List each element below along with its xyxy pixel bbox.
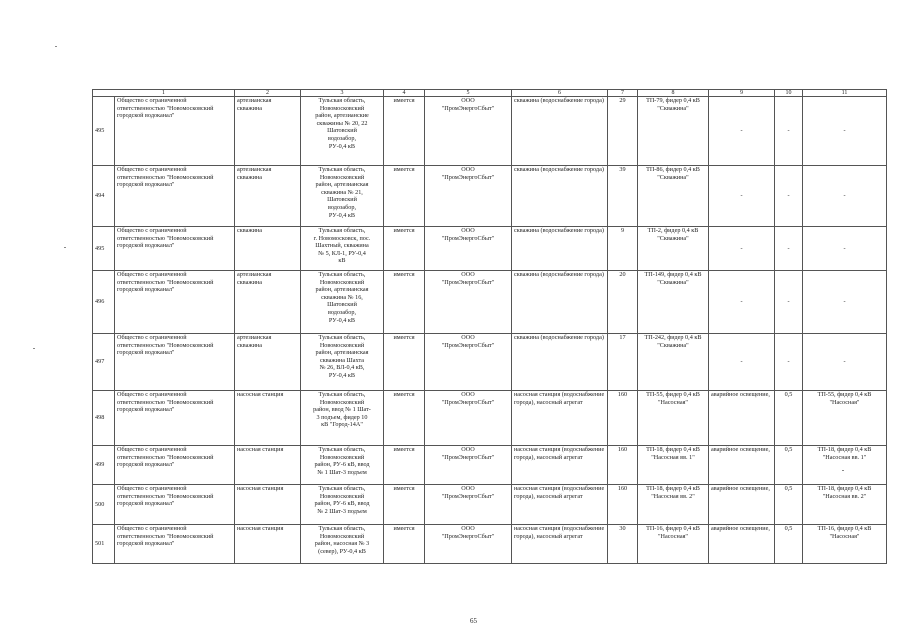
emergency-load-cell — [709, 446, 775, 485]
availability-text: имеется — [393, 227, 415, 234]
address-cell — [301, 446, 384, 485]
supplier-cell — [425, 525, 512, 564]
row-number-cell — [93, 227, 115, 271]
table-row — [93, 446, 887, 485]
emergency-load-cell — [709, 227, 775, 271]
object-type-cell — [235, 485, 301, 525]
address-cell — [301, 271, 384, 334]
column-header-1: 1 — [93, 90, 235, 97]
organization-text: Общество с ограниченной ответственностью "Новомосковский городской водоканал" — [117, 271, 214, 294]
power-text: 29 — [619, 97, 626, 104]
emergency-power-text: - — [787, 298, 790, 306]
supplier-text: ООО "ПромЭнергоСбыт" — [441, 391, 495, 406]
emergency-load-cell — [709, 525, 775, 564]
row-number-cell — [93, 271, 115, 334]
supplier-text: ООО "ПромЭнергоСбыт" — [441, 271, 495, 286]
purpose-text: скважина (водоснабжение города) — [514, 97, 604, 104]
power-cell — [608, 391, 638, 446]
address-cell — [301, 485, 384, 525]
object-type-cell — [235, 391, 301, 446]
organization-text: Общество с ограниченной ответственностью "Новомосковский городской водоканал" — [117, 391, 214, 414]
object-type-text: артезианская скважина — [237, 334, 272, 349]
emergency-feeder-cell — [803, 334, 887, 391]
column-header-2: 2 — [235, 90, 301, 97]
address-text: Тульская область, Новомосковский район, артезианские скважины № 20, 22 Шатовский водозабор, РУ-0,4 кВ — [315, 97, 369, 150]
row-number-text: 499 — [95, 461, 105, 469]
emergency-load-text: аварийное освещение, — [711, 525, 770, 532]
column-header-8: 8 — [638, 90, 709, 97]
availability-cell — [384, 166, 425, 227]
row-number-text: 501 — [95, 540, 105, 548]
emergency-power-text: - — [787, 358, 790, 366]
purpose-text: насосная станция (водоснабжение города), насосный агрегат — [514, 446, 605, 461]
column-header-10: 10 — [775, 90, 803, 97]
purpose-cell — [512, 271, 608, 334]
object-type-text: насосная станция — [237, 525, 284, 532]
emergency-feeder-cell — [803, 271, 887, 334]
row-number-cell — [93, 166, 115, 227]
purpose-cell — [512, 166, 608, 227]
feeder-text: ТП-242, фидер 0,4 кВ "Скважина" — [644, 334, 702, 349]
emergency-load-cell — [709, 97, 775, 166]
row-number-text: 495 — [95, 127, 105, 135]
emergency-feeder-text: ТП-18, фидер 0,4 кВ "Насосная вв. 2" — [817, 485, 872, 500]
emergency-feeder-text: - — [843, 192, 846, 200]
power-cell — [608, 166, 638, 227]
purpose-text: насосная станция (водоснабжение города), насосный агрегат — [514, 485, 605, 500]
organization-text: Общество с ограниченной ответственностью "Новомосковский городской водоканал" — [117, 334, 214, 357]
emergency-power-cell — [775, 391, 803, 446]
purpose-cell — [512, 485, 608, 525]
scan-speck — [55, 46, 57, 47]
emergency-feeder-cell — [803, 227, 887, 271]
object-type-cell — [235, 525, 301, 564]
supplier-cell — [425, 271, 512, 334]
emergency-power-text: 0,5 — [784, 525, 793, 532]
supplier-cell — [425, 97, 512, 166]
power-text: 30 — [619, 525, 626, 532]
object-type-cell — [235, 446, 301, 485]
feeder-cell — [638, 166, 709, 227]
emergency-power-cell — [775, 485, 803, 525]
object-type-cell — [235, 97, 301, 166]
column-header-6: 6 — [512, 90, 608, 97]
emergency-power-text: - — [787, 244, 790, 252]
supplier-text: ООО "ПромЭнергоСбыт" — [441, 334, 495, 349]
power-cell — [608, 334, 638, 391]
header-row — [93, 90, 887, 97]
column-header-5: 5 — [425, 90, 512, 97]
address-text: Тульская область, Новомосковский район, артезианская скважина Шахта № 26, ВЛ-0,4 кВ, РУ-0,4 кВ — [315, 334, 369, 379]
emergency-feeder-text: ТП-16, фидер 0,4 кВ "Насосная" — [817, 525, 872, 540]
emergency-feeder-text: ТП-18, фидер 0,4 кВ "Насосная вв. 1" — [817, 446, 872, 461]
supplier-cell — [425, 485, 512, 525]
purpose-cell — [512, 446, 608, 485]
row-number-cell — [93, 97, 115, 166]
row-number-cell — [93, 446, 115, 485]
object-type-cell — [235, 227, 301, 271]
emergency-load-text: - — [740, 127, 743, 135]
feeder-cell — [638, 525, 709, 564]
object-type-text: насосная станция — [237, 446, 284, 453]
data-table — [92, 89, 887, 564]
feeder-text: ТП-149, фидер 0,4 кВ "Скважина" — [644, 271, 702, 286]
emergency-load-text: аварийное освещение, — [711, 485, 770, 492]
emergency-power-cell — [775, 525, 803, 564]
organization-text: Общество с ограниченной ответственностью "Новомосковский городской водоканал" — [117, 446, 214, 469]
emergency-feeder-cell — [803, 525, 887, 564]
scan-speck — [64, 247, 66, 248]
power-cell — [608, 485, 638, 525]
availability-text: имеется — [393, 525, 415, 532]
emergency-load-cell — [709, 166, 775, 227]
organization-cell — [115, 485, 235, 525]
supplier-text: ООО "ПромЭнергоСбыт" — [441, 446, 495, 461]
availability-cell — [384, 525, 425, 564]
emergency-feeder-text: - — [843, 244, 846, 252]
emergency-load-text: - — [740, 358, 743, 366]
row-number-cell — [93, 391, 115, 446]
power-cell — [608, 271, 638, 334]
organization-cell — [115, 446, 235, 485]
table-row — [93, 334, 887, 391]
emergency-feeder-cell — [803, 485, 887, 525]
emergency-load-cell — [709, 485, 775, 525]
organization-text: Общество с ограниченной ответственностью "Новомосковский городской водоканал" — [117, 166, 214, 189]
row-number-text: 498 — [95, 414, 105, 422]
address-text: Тульская область, г. Новомосковск, пос. Шахтный, скважина № 5, КЛ-1, РУ-0,4 кВ — [313, 227, 371, 265]
purpose-text: насосная станция (водоснабжение города), насосный агрегат — [514, 525, 605, 540]
emergency-feeder-text: ТП-55, фидер 0,4 кВ "Насосная" — [817, 391, 872, 406]
availability-text: имеется — [393, 391, 415, 398]
emergency-feeder-text: - — [843, 358, 846, 366]
organization-cell — [115, 97, 235, 166]
availability-text: имеется — [393, 485, 415, 492]
emergency-load-cell — [709, 334, 775, 391]
supplier-cell — [425, 391, 512, 446]
purpose-cell — [512, 525, 608, 564]
purpose-cell — [512, 391, 608, 446]
supplier-cell — [425, 334, 512, 391]
table-row — [93, 97, 887, 166]
purpose-text: насосная станция (водоснабжение города), насосный агрегат — [514, 391, 605, 406]
power-text: 20 — [619, 271, 626, 278]
emergency-power-cell — [775, 446, 803, 485]
address-cell — [301, 334, 384, 391]
address-cell — [301, 227, 384, 271]
organization-text: Общество с ограниченной ответственностью "Новомосковский городской водоканал" — [117, 97, 214, 120]
organization-text: Общество с ограниченной ответственностью "Новомосковский городской водоканал" — [117, 227, 214, 250]
row-number-cell — [93, 525, 115, 564]
availability-cell — [384, 334, 425, 391]
row-number-cell — [93, 485, 115, 525]
address-cell — [301, 166, 384, 227]
power-text: 9 — [620, 227, 625, 234]
column-header-9: 9 — [709, 90, 775, 97]
organization-cell — [115, 391, 235, 446]
availability-text: имеется — [393, 166, 415, 173]
emergency-power-cell — [775, 97, 803, 166]
emergency-feeder-text: - — [843, 298, 846, 306]
column-header-7: 7 — [608, 90, 638, 97]
power-cell — [608, 446, 638, 485]
feeder-cell — [638, 227, 709, 271]
organization-text: Общество с ограниченной ответственностью "Новомосковский городской водоканал" — [117, 525, 214, 548]
feeder-cell — [638, 97, 709, 166]
availability-text: имеется — [393, 271, 415, 278]
emergency-power-cell — [775, 227, 803, 271]
emergency-load-text: аварийное освещение, — [711, 446, 770, 453]
availability-text: имеется — [393, 97, 415, 104]
feeder-text: ТП-18, фидер 0,4 кВ "Насосная вв. 2" — [646, 485, 700, 500]
feeder-text: ТП-55, фидер 0,4 кВ "Насосная" — [646, 391, 700, 406]
supplier-text: ООО "ПромЭнергоСбыт" — [441, 97, 495, 112]
emergency-feeder-cell — [803, 166, 887, 227]
power-text: 160 — [617, 446, 628, 453]
feeder-cell — [638, 271, 709, 334]
row-number-text: 495 — [95, 244, 105, 252]
emergency-power-cell — [775, 166, 803, 227]
table-row — [93, 391, 887, 446]
feeder-text: ТП-18, фидер 0,4 кВ "Насосная вв. 1" — [646, 446, 700, 461]
feeder-text: ТП-86, фидер 0,4 кВ "Скважина" — [646, 166, 700, 181]
emergency-load-cell — [709, 271, 775, 334]
object-type-cell — [235, 166, 301, 227]
table-row — [93, 271, 887, 334]
availability-text: имеется — [393, 334, 415, 341]
object-type-text: артезианская скважина — [237, 271, 272, 286]
emergency-power-text: 0,5 — [784, 485, 793, 492]
emergency-feeder-cell — [803, 391, 887, 446]
supplier-cell — [425, 227, 512, 271]
address-cell — [301, 97, 384, 166]
feeder-text: ТП-2, фидер 0,4 кВ "Скважина" — [647, 227, 699, 242]
row-number-text: 494 — [95, 192, 105, 200]
availability-text: имеется — [393, 446, 415, 453]
emergency-power-cell — [775, 271, 803, 334]
availability-cell — [384, 485, 425, 525]
emergency-power-text: - — [787, 192, 790, 200]
availability-cell — [384, 446, 425, 485]
organization-cell — [115, 334, 235, 391]
table-row — [93, 227, 887, 271]
emergency-power-cell — [775, 334, 803, 391]
availability-cell — [384, 227, 425, 271]
address-cell — [301, 391, 384, 446]
power-text: 17 — [619, 334, 626, 341]
purpose-text: скважина (водоснабжение города) — [514, 166, 604, 173]
feeder-cell — [638, 446, 709, 485]
emergency-load-text: аварийное освещение, — [711, 391, 770, 398]
purpose-text: скважина (водоснабжение города) — [514, 271, 604, 278]
object-type-text: насосная станция — [237, 391, 284, 398]
page-number: 65 — [470, 617, 477, 625]
row-number-cell — [93, 334, 115, 391]
power-cell — [608, 227, 638, 271]
address-text: Тульская область, Новомосковский район, РУ-6 кВ, ввод № 2 Шат-3 подъем — [314, 485, 370, 515]
supplier-cell — [425, 166, 512, 227]
address-cell — [301, 525, 384, 564]
power-text: 160 — [617, 391, 628, 398]
address-text: Тульская область, Новомосковский район, артезианская скважина № 21, Шатовский водозабор, РУ-0,4 кВ — [315, 166, 369, 219]
feeder-cell — [638, 391, 709, 446]
emergency-power-text: 0,5 — [784, 446, 793, 453]
emergency-power-text: - — [787, 127, 790, 135]
power-text: 160 — [617, 485, 628, 492]
row-number-text: 496 — [95, 298, 105, 306]
feeder-cell — [638, 485, 709, 525]
feeder-text: ТП-16, фидер 0,4 кВ "Насосная" — [646, 525, 700, 540]
scan-speck — [33, 348, 35, 349]
emergency-load-text: - — [740, 244, 743, 252]
table-row — [93, 485, 887, 525]
emergency-load-cell — [709, 391, 775, 446]
object-type-text: артезианская скважина — [237, 166, 272, 181]
power-text: 39 — [619, 166, 626, 173]
purpose-cell — [512, 97, 608, 166]
emergency-feeder-cell — [803, 97, 887, 166]
availability-cell — [384, 271, 425, 334]
address-text: Тульская область, Новомосковский район, артезианская скважина № 16, Шатовский водозабор, РУ-0,4 кВ — [315, 271, 369, 324]
object-type-text: скважина — [237, 227, 262, 234]
organization-text: Общество с ограниченной ответственностью "Новомосковский городской водоканал" — [117, 485, 214, 508]
column-header-11: 11 — [803, 90, 887, 97]
purpose-text: скважина (водоснабжение города) — [514, 227, 604, 234]
row-number-text: 497 — [95, 358, 105, 366]
emergency-power-text: 0,5 — [784, 391, 793, 398]
emergency-feeder-text: - — [843, 127, 846, 135]
supplier-text: ООО "ПромЭнергоСбыт" — [441, 485, 495, 500]
emergency-feeder-cell — [803, 446, 887, 485]
power-cell — [608, 525, 638, 564]
availability-cell — [384, 391, 425, 446]
organization-cell — [115, 271, 235, 334]
organization-cell — [115, 227, 235, 271]
table-row — [93, 525, 887, 564]
supplier-text: ООО "ПромЭнергоСбыт" — [441, 166, 495, 181]
object-type-text: артезианская скважина — [237, 97, 272, 112]
feeder-cell — [638, 334, 709, 391]
emergency-load-text: - — [740, 298, 743, 306]
purpose-cell — [512, 227, 608, 271]
column-header-4: 4 — [384, 90, 425, 97]
emergency-load-text: - — [740, 192, 743, 200]
availability-cell — [384, 97, 425, 166]
purpose-text: скважина (водоснабжение города) — [514, 334, 604, 341]
object-type-cell — [235, 334, 301, 391]
feeder-text: ТП-79, фидер 0,4 кВ "Скважина" — [646, 97, 700, 112]
supplier-text: ООО "ПромЭнергоСбыт" — [441, 525, 495, 540]
object-type-cell — [235, 271, 301, 334]
purpose-cell — [512, 334, 608, 391]
object-type-text: насосная станция — [237, 485, 284, 492]
power-cell — [608, 97, 638, 166]
supplier-text: ООО "ПромЭнергоСбыт" — [441, 227, 495, 242]
address-text: Тульская область, Новомосковский район, насосная № 3 (север), РУ-0,4 кВ — [314, 525, 370, 555]
address-text: Тульская область, Новомосковский район, РУ-6 кВ, ввод № 1 Шат-3 подъем — [314, 446, 370, 476]
column-header-3: 3 — [301, 90, 384, 97]
supplier-cell — [425, 446, 512, 485]
organization-cell — [115, 166, 235, 227]
organization-cell — [115, 525, 235, 564]
address-text: Тульская область, Новомосковский район, ввод № 1 Шат- 3 подъем, фидер 10 кВ "Город-14А" — [313, 391, 371, 429]
table-row — [93, 166, 887, 227]
row-number-text: 500 — [95, 500, 105, 508]
